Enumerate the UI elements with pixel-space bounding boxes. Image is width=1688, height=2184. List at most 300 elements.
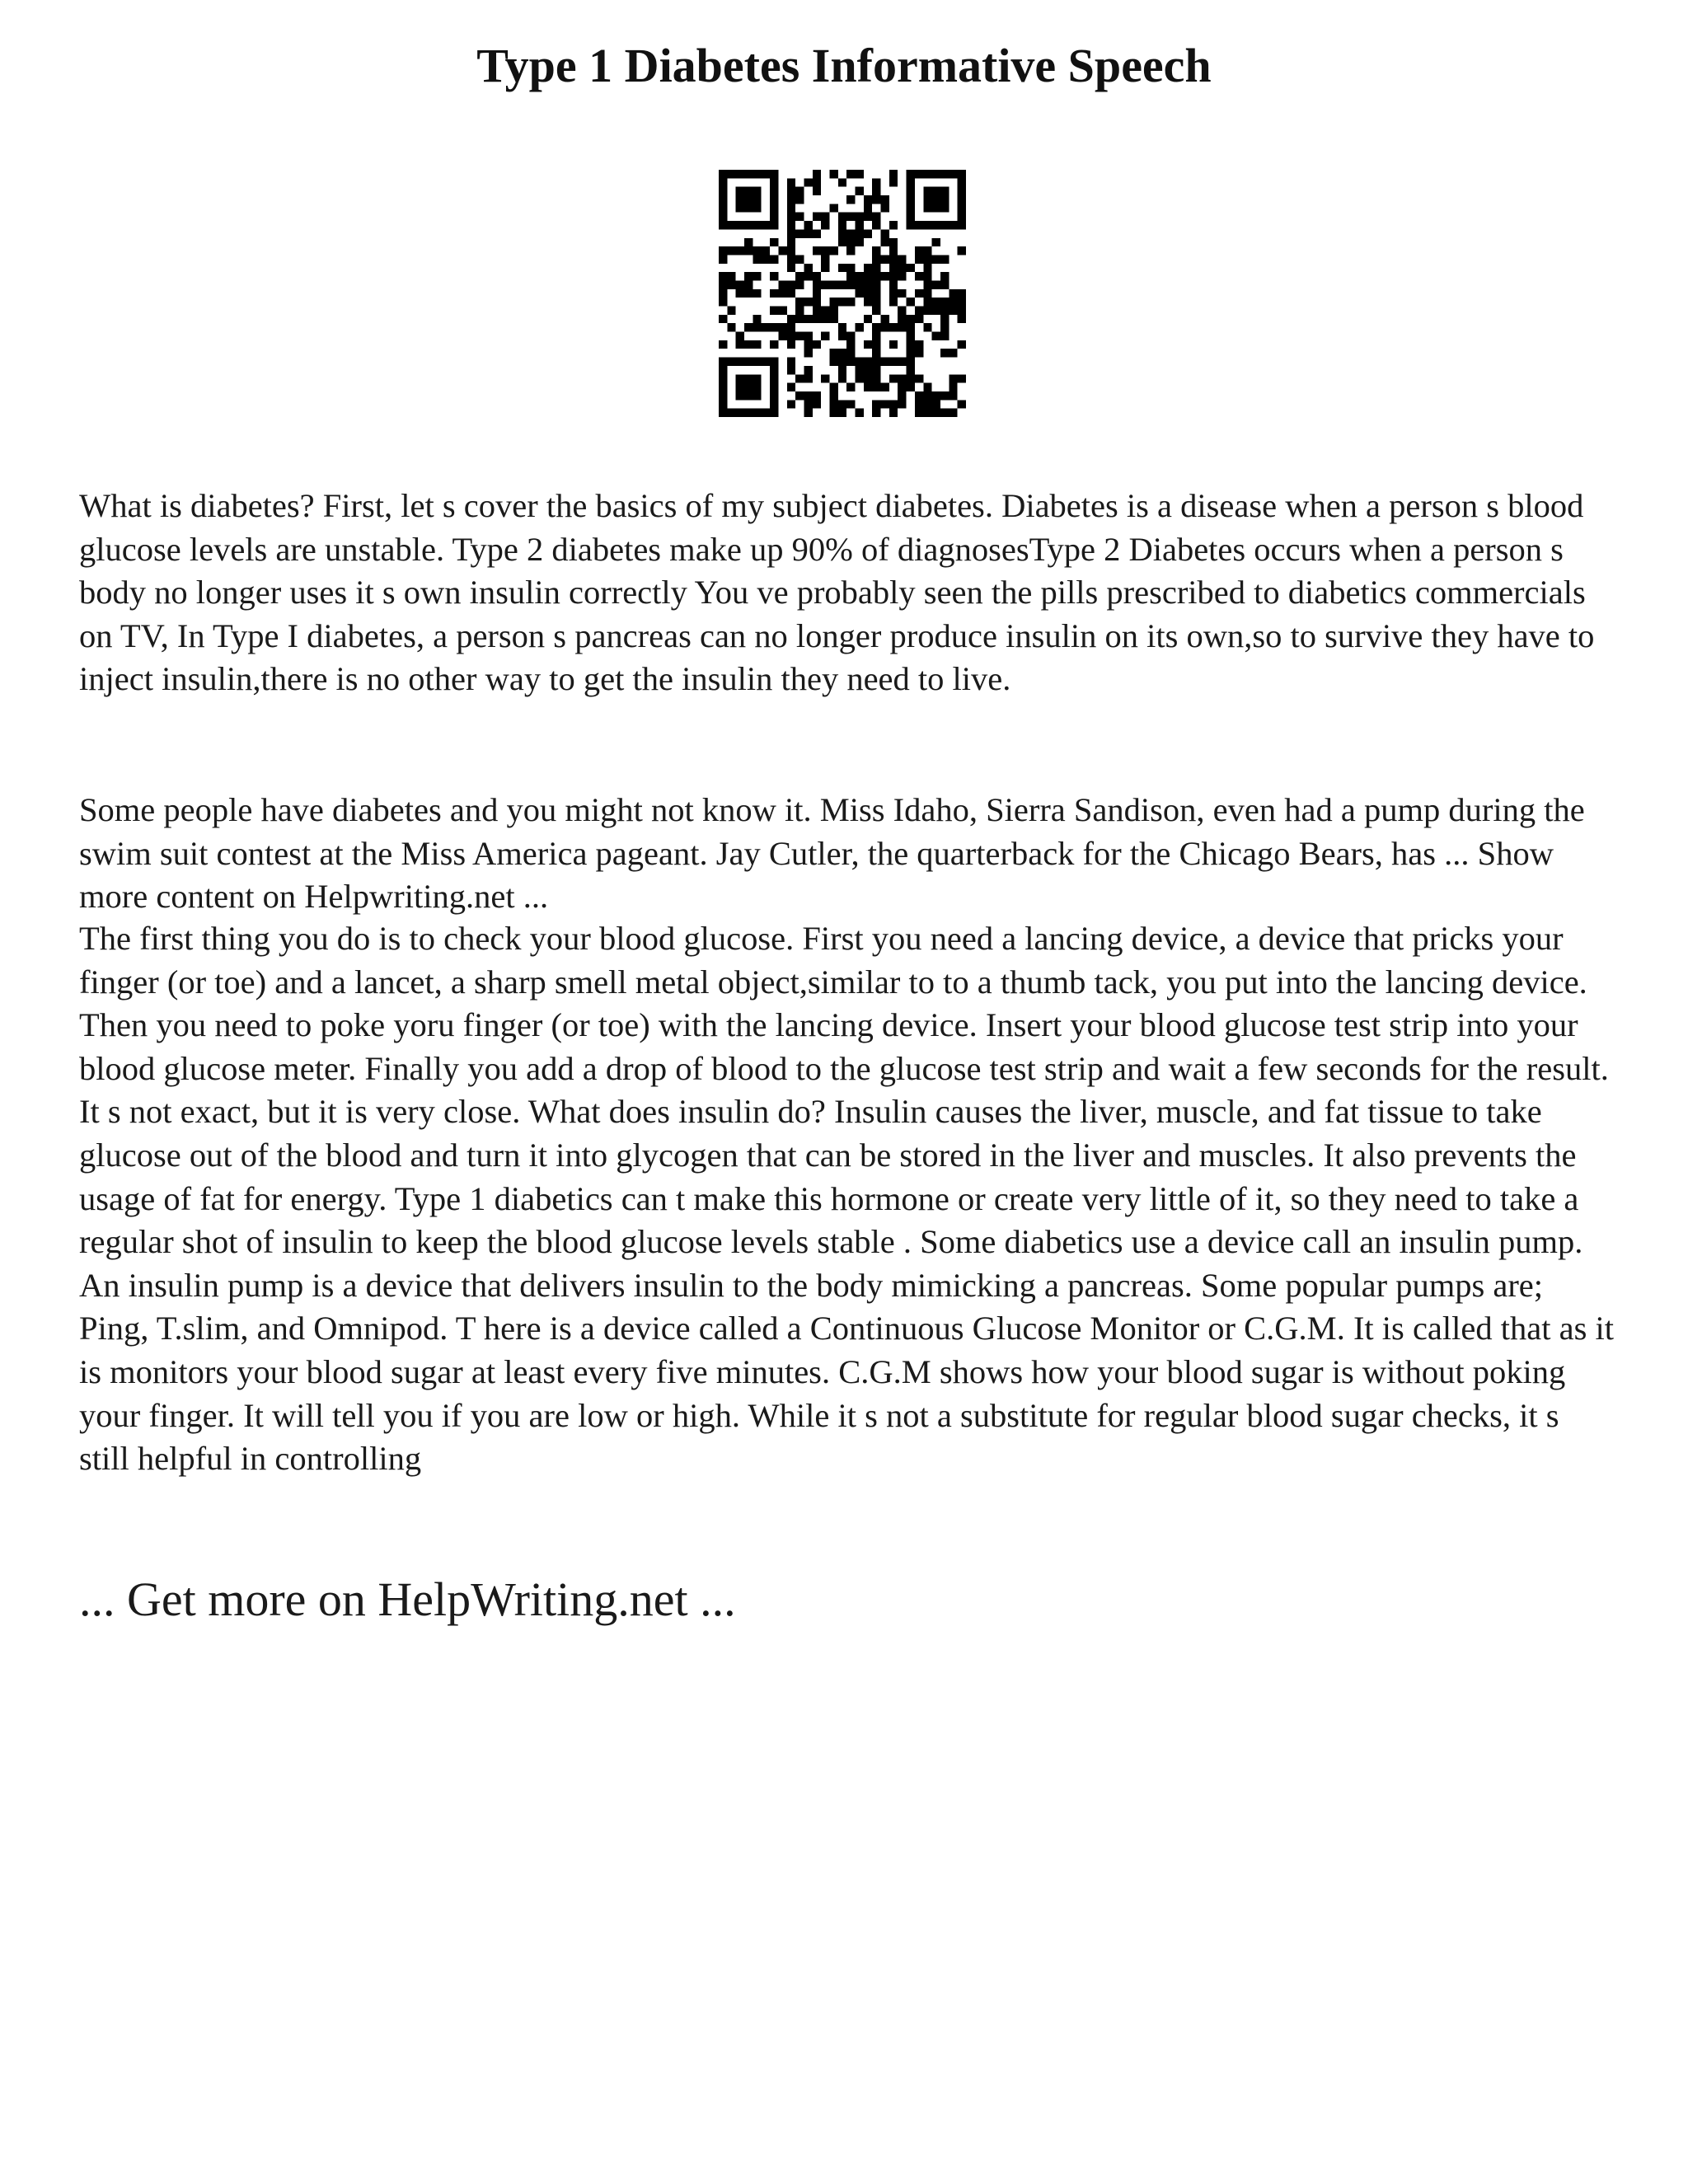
qr-module <box>856 229 864 237</box>
qr-module <box>719 298 727 306</box>
qr-module <box>787 280 795 288</box>
qr-module <box>813 187 821 195</box>
qr-module <box>846 400 855 408</box>
qr-module <box>923 204 931 212</box>
qr-module <box>813 315 821 323</box>
qr-module <box>719 170 727 178</box>
qr-module <box>889 409 898 417</box>
qr-module <box>958 221 966 229</box>
qr-module <box>770 238 778 246</box>
qr-module <box>787 340 795 349</box>
qr-module <box>923 221 931 229</box>
qr-module <box>932 195 940 204</box>
qr-module <box>727 307 735 315</box>
qr-module <box>829 307 837 315</box>
qr-module <box>719 340 727 349</box>
qr-module <box>804 298 812 306</box>
qr-module <box>795 229 804 237</box>
qr-module <box>829 391 837 400</box>
qr-module <box>804 264 812 272</box>
qr-module <box>856 366 864 374</box>
qr-module <box>872 187 880 195</box>
qr-module <box>813 178 821 186</box>
qr-module <box>736 246 744 255</box>
qr-module <box>838 178 846 186</box>
qr-module <box>932 409 940 417</box>
qr-module <box>889 178 898 186</box>
qr-module <box>744 246 753 255</box>
qr-module <box>744 195 753 204</box>
qr-module <box>829 383 837 391</box>
qr-module <box>770 409 778 417</box>
qr-module <box>872 409 880 417</box>
qr-module <box>795 280 804 288</box>
qr-module <box>813 307 821 315</box>
qr-module <box>881 383 889 391</box>
qr-module <box>795 374 804 382</box>
qr-module <box>864 280 872 288</box>
qr-module <box>770 272 778 280</box>
qr-module <box>889 400 898 408</box>
qr-module <box>898 400 906 408</box>
qr-module <box>736 195 744 204</box>
qr-module <box>804 272 812 280</box>
qr-module <box>907 195 915 204</box>
qr-module <box>744 280 753 288</box>
qr-module <box>719 178 727 186</box>
qr-module <box>932 238 940 246</box>
qr-module <box>864 374 872 382</box>
qr-module <box>864 383 872 391</box>
qr-module <box>864 229 872 237</box>
qr-module <box>813 391 821 400</box>
qr-module <box>838 229 846 237</box>
qr-module <box>856 272 864 280</box>
qr-module <box>719 400 727 408</box>
qr-module <box>923 323 931 331</box>
qr-module <box>753 170 761 178</box>
qr-module <box>744 238 753 246</box>
qr-module <box>795 298 804 306</box>
qr-module <box>838 323 846 331</box>
qr-module <box>804 221 812 229</box>
qr-module <box>804 229 812 237</box>
qr-module <box>856 289 864 298</box>
qr-module <box>889 170 898 178</box>
qr-module <box>770 221 778 229</box>
qr-module <box>907 221 915 229</box>
qr-module <box>889 246 898 255</box>
qr-module <box>915 272 923 280</box>
qr-module <box>804 409 812 417</box>
qr-module <box>770 358 778 366</box>
qr-module <box>813 289 821 298</box>
qr-module <box>770 374 778 382</box>
qr-module <box>846 170 855 178</box>
qr-module <box>744 323 753 331</box>
qr-module <box>889 374 898 382</box>
qr-module <box>762 409 770 417</box>
qr-module <box>898 374 906 382</box>
qr-module <box>864 366 872 374</box>
qr-module <box>940 298 949 306</box>
qr-module <box>856 374 864 382</box>
qr-module <box>778 280 786 288</box>
qr-module <box>821 221 829 229</box>
qr-module <box>958 298 966 306</box>
qr-module <box>958 289 966 298</box>
qr-module <box>907 187 915 195</box>
qr-module <box>864 272 872 280</box>
qr-module <box>821 246 829 255</box>
qr-module <box>940 204 949 212</box>
qr-module <box>753 323 761 331</box>
qr-module <box>719 383 727 391</box>
qr-module <box>770 307 778 315</box>
qr-module <box>872 178 880 186</box>
qr-module <box>915 349 923 357</box>
qr-module <box>813 246 821 255</box>
qr-module <box>958 400 966 408</box>
qr-module <box>856 221 864 229</box>
qr-module <box>907 213 915 221</box>
qr-module <box>770 391 778 400</box>
qr-module <box>787 264 795 272</box>
qr-module <box>770 340 778 349</box>
qr-module <box>736 187 744 195</box>
qr-module <box>907 315 915 323</box>
qr-module <box>846 213 855 221</box>
qr-module <box>889 255 898 263</box>
qr-module <box>753 255 761 263</box>
qr-module <box>898 391 906 400</box>
qr-module <box>958 340 966 349</box>
qr-module <box>889 221 898 229</box>
qr-module <box>753 340 761 349</box>
qr-module <box>872 255 880 263</box>
paragraph-glucose-check: The first thing you do is to check your blood glucose. First you need a lancing device, a device that pricks your finger (or toe) and a lancet, a sharp smell metal object,similar to to a thumb tack, you put into the lancing device. Then you need to poke yoru finger (or toe) with the lancing device. Insert your blood glucose test strip into your blood glucose meter. Finally you add a drop of blood to the glucose test strip and wait a few seconds for the result. It s not exact, but it is very close. What does insulin do? Insulin causes the liver, muscle, and fat tissue to take glucose out of the blood and turn it into glycogen that can be stored in the liver and muscles. It also prevents the usage of fat for energy. Type 1 diabetics can t make this hormone or create very little of it, so they need to take a regular shot of insulin to keep the blood glucose levels stable . Some diabetics use a device call an insulin pump. An insulin pump is a device that delivers insulin to the body mimicking a pancreas. Some popular pumps are; Ping, T.slim, and Omnipod. T here is a device called a Continuous Glucose Monitor or C.G.M. It is called that as it is monitors your blood sugar at least every five minutes. C.G.M shows how your blood sugar is without poking your finger. It will tell you if you are low or high. While it s not a substitute for regular blood sugar checks, it s still helpful in controlling <box>79 920 1614 1478</box>
qr-module <box>838 298 846 306</box>
qr-module <box>787 400 795 408</box>
qr-module <box>821 315 829 323</box>
qr-module <box>940 391 949 400</box>
qr-module <box>795 315 804 323</box>
qr-module <box>795 195 804 204</box>
qr-module <box>923 272 931 280</box>
qr-module <box>907 204 915 212</box>
qr-module <box>907 170 915 178</box>
qr-module <box>846 229 855 237</box>
qr-module <box>958 246 966 255</box>
qr-module <box>770 170 778 178</box>
qr-module <box>907 298 915 306</box>
qr-module <box>753 409 761 417</box>
qr-module <box>915 315 923 323</box>
qr-module <box>838 332 846 340</box>
qr-module <box>727 323 735 331</box>
qr-module <box>736 391 744 400</box>
qr-module <box>787 178 795 186</box>
qr-module <box>958 204 966 212</box>
qr-module <box>838 400 846 408</box>
qr-module <box>949 289 957 298</box>
qr-module <box>958 315 966 323</box>
qr-module <box>778 246 786 255</box>
qr-module <box>881 315 889 323</box>
qr-module <box>923 280 931 288</box>
qr-module <box>856 170 864 178</box>
qr-module <box>864 213 872 221</box>
qr-module <box>727 246 735 255</box>
qr-module <box>753 289 761 298</box>
qr-module <box>923 187 931 195</box>
qr-module <box>744 383 753 391</box>
qr-module <box>829 170 837 178</box>
qr-module <box>727 272 735 280</box>
qr-module <box>940 332 949 340</box>
qr-module <box>872 374 880 382</box>
qr-module <box>719 280 727 288</box>
qr-module <box>872 307 880 315</box>
qr-module <box>753 221 761 229</box>
qr-module <box>770 187 778 195</box>
qr-module <box>804 178 812 186</box>
qr-module <box>898 307 906 315</box>
qr-module <box>838 264 846 272</box>
qr-module <box>744 221 753 229</box>
qr-module <box>872 195 880 204</box>
qr-module <box>898 264 906 272</box>
qr-module <box>915 289 923 298</box>
qr-module <box>856 213 864 221</box>
qr-module <box>881 358 889 366</box>
qr-module <box>753 187 761 195</box>
qr-module <box>872 358 880 366</box>
qr-module <box>958 374 966 382</box>
get-more-link[interactable]: ... Get more on HelpWriting.net ... <box>79 1572 736 1626</box>
qr-module <box>846 272 855 280</box>
qr-module <box>719 391 727 400</box>
qr-module <box>881 229 889 237</box>
qr-module <box>787 246 795 255</box>
qr-module <box>949 298 957 306</box>
qr-module <box>846 298 855 306</box>
qr-module <box>727 358 735 366</box>
qr-module <box>923 195 931 204</box>
qr-module <box>719 221 727 229</box>
qr-module <box>719 187 727 195</box>
qr-module <box>932 400 940 408</box>
qr-module <box>838 358 846 366</box>
qr-module <box>770 289 778 298</box>
qr-module <box>829 280 837 288</box>
qr-module <box>889 340 898 349</box>
qr-module <box>958 170 966 178</box>
qr-module <box>744 340 753 349</box>
qr-module <box>787 289 795 298</box>
qr-module <box>762 246 770 255</box>
qr-module <box>795 391 804 400</box>
qr-module <box>915 221 923 229</box>
qr-module <box>770 400 778 408</box>
qr-module <box>719 204 727 212</box>
qr-module <box>762 358 770 366</box>
qr-module <box>778 289 786 298</box>
qr-module <box>787 383 795 391</box>
qr-module <box>770 383 778 391</box>
qr-module <box>719 213 727 221</box>
qr-module <box>829 246 837 255</box>
qr-module <box>778 332 786 340</box>
qr-module <box>923 264 931 272</box>
qr-module <box>940 307 949 315</box>
qr-module <box>804 349 812 357</box>
qr-module <box>864 315 872 323</box>
qr-module <box>940 280 949 288</box>
qr-module <box>727 409 735 417</box>
qr-module <box>872 246 880 255</box>
qr-module <box>813 170 821 178</box>
qr-module <box>856 358 864 366</box>
qr-module <box>881 323 889 331</box>
qr-module <box>872 221 880 229</box>
qr-module <box>889 323 898 331</box>
qr-module <box>753 195 761 204</box>
qr-module <box>872 323 880 331</box>
qr-module <box>940 195 949 204</box>
qr-module <box>881 204 889 212</box>
qr-module <box>744 170 753 178</box>
qr-module <box>932 170 940 178</box>
qr-module <box>736 383 744 391</box>
qr-module <box>787 332 795 340</box>
qr-module <box>787 255 795 263</box>
qr-module <box>813 229 821 237</box>
qr-module <box>719 366 727 374</box>
qr-module <box>949 307 957 315</box>
qr-module <box>898 255 906 263</box>
qr-module <box>736 289 744 298</box>
qr-module <box>898 358 906 366</box>
qr-module <box>958 213 966 221</box>
qr-module <box>804 391 812 400</box>
qr-module <box>907 264 915 272</box>
qr-module <box>856 280 864 288</box>
qr-module <box>872 383 880 391</box>
qr-module <box>838 238 846 246</box>
qr-module <box>846 195 855 204</box>
qr-module <box>838 366 846 374</box>
qr-module <box>907 366 915 374</box>
qr-module <box>932 391 940 400</box>
qr-module <box>795 213 804 221</box>
qr-module <box>736 332 744 340</box>
qr-module <box>736 358 744 366</box>
qr-module <box>889 289 898 298</box>
qr-module <box>864 298 872 306</box>
qr-module <box>915 170 923 178</box>
qr-module <box>846 332 855 340</box>
qr-module <box>958 187 966 195</box>
qr-module <box>889 280 898 288</box>
qr-module <box>923 391 931 400</box>
qr-module <box>795 332 804 340</box>
qr-code-icon[interactable] <box>719 170 966 417</box>
qr-module <box>744 187 753 195</box>
qr-module <box>821 307 829 315</box>
qr-module <box>907 383 915 391</box>
qr-module <box>744 374 753 382</box>
qr-module <box>838 409 846 417</box>
qr-module <box>872 340 880 349</box>
qr-module <box>719 195 727 204</box>
qr-module <box>932 187 940 195</box>
qr-module <box>898 383 906 391</box>
qr-module <box>923 400 931 408</box>
qr-module <box>907 332 915 340</box>
qr-module <box>727 280 735 288</box>
qr-module <box>940 349 949 357</box>
qr-module <box>736 221 744 229</box>
qr-module <box>719 358 727 366</box>
qr-module <box>787 204 795 212</box>
qr-module <box>907 340 915 349</box>
qr-module <box>795 255 804 263</box>
qr-module <box>915 307 923 315</box>
qr-module <box>907 323 915 331</box>
qr-module <box>881 255 889 263</box>
qr-module <box>932 255 940 263</box>
qr-module <box>898 272 906 280</box>
qr-module <box>872 366 880 374</box>
qr-module <box>949 374 957 382</box>
qr-module <box>787 195 795 204</box>
qr-module <box>856 238 864 246</box>
qr-module <box>753 383 761 391</box>
qr-module <box>932 221 940 229</box>
qr-module <box>864 340 872 349</box>
qr-module <box>744 289 753 298</box>
qr-module <box>872 332 880 340</box>
qr-module <box>923 289 931 298</box>
qr-module <box>821 255 829 263</box>
qr-module <box>736 340 744 349</box>
qr-module <box>838 349 846 357</box>
qr-module <box>949 221 957 229</box>
qr-module <box>719 289 727 298</box>
qr-module <box>923 307 931 315</box>
qr-module <box>787 366 795 374</box>
qr-module <box>932 204 940 212</box>
qr-module <box>727 221 735 229</box>
qr-module <box>753 315 761 323</box>
qr-module <box>778 307 786 315</box>
qr-module <box>872 213 880 221</box>
qr-module <box>949 391 957 400</box>
qr-module <box>719 246 727 255</box>
qr-module <box>804 340 812 349</box>
qr-module <box>821 264 829 272</box>
qr-module <box>838 221 846 229</box>
qr-module <box>872 289 880 298</box>
qr-module <box>736 374 744 382</box>
qr-module <box>940 221 949 229</box>
qr-module <box>753 272 761 280</box>
qr-module <box>719 272 727 280</box>
qr-module <box>846 340 855 349</box>
qr-module <box>864 195 872 204</box>
qr-module <box>813 400 821 408</box>
